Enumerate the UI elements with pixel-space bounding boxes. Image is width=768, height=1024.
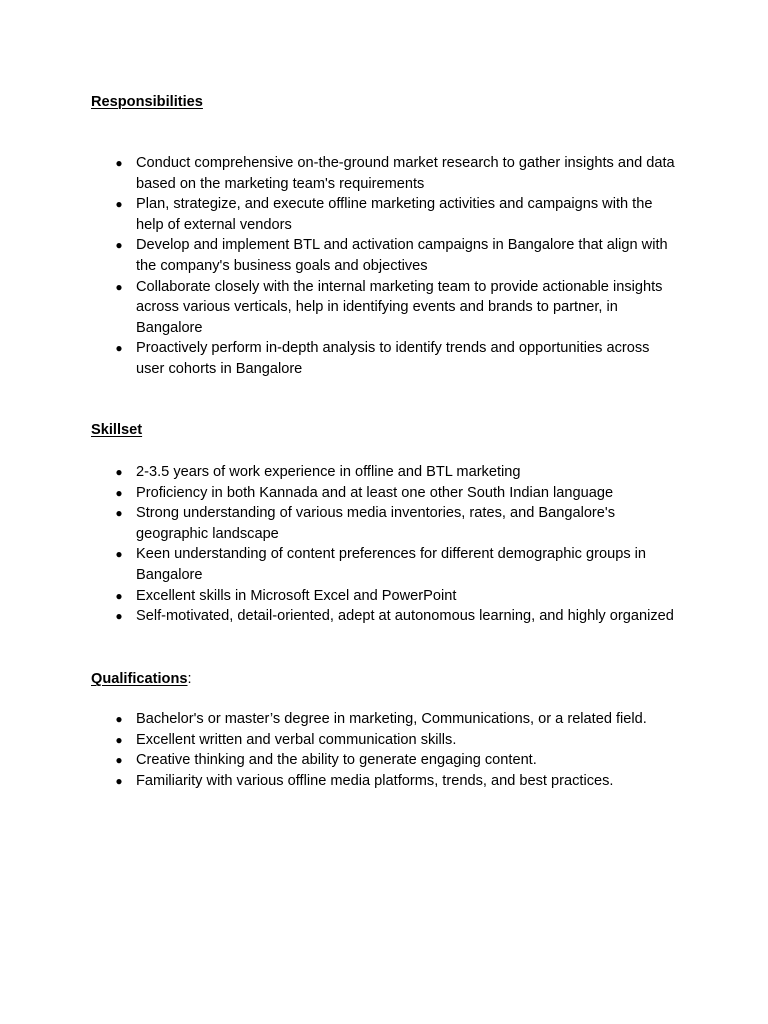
list-item: ● Familiarity with various offline media platforms, trends, and best practices. <box>0 771 676 792</box>
skillset-heading: Skillset <box>91 422 143 438</box>
bullet-icon: ● <box>115 753 123 768</box>
qualifications-heading: Qualifications: <box>91 671 192 687</box>
list-item: ● Excellent written and verbal communication skills. <box>0 730 676 751</box>
list-item: ● Proactively perform in-depth analysis to identify trends and opportunities across user cohorts in Bangalore <box>0 338 676 379</box>
bullet-icon: ● <box>115 197 123 212</box>
skillset-list <box>0 462 768 627</box>
bullet-icon: ● <box>115 485 123 500</box>
bullet-icon: ● <box>115 547 123 562</box>
list-item: ● Strong understanding of various media inventories, rates, and Bangalore's geographic landscape <box>0 503 676 544</box>
list-item: ● Keen understanding of content preferences for different demographic groups in Bangalore <box>0 544 676 585</box>
bullet-icon: ● <box>115 465 123 479</box>
qualifications-list <box>0 709 768 791</box>
bullet-icon: ● <box>115 773 123 788</box>
bullet-icon: ● <box>115 712 123 726</box>
list-item: ● Self-motivated, detail-oriented, adept at autonomous learning, and highly organized <box>0 606 676 627</box>
bullet-icon: ● <box>115 156 123 170</box>
list-item: ● Creative thinking and the ability to generate engaging content. <box>0 750 676 771</box>
list-item: ● 2-3.5 years of work experience in offline and BTL marketing <box>0 462 676 483</box>
list-item: ● Proficiency in both Kannada and at least one other South Indian language <box>0 483 676 504</box>
bullet-icon: ● <box>115 609 123 624</box>
list-item: ● Collaborate closely with the internal marketing team to provide actionable insights across various verticals, help in identifying events and brands to partner, in Bangalore <box>0 277 676 339</box>
bullet-icon: ● <box>115 279 123 294</box>
list-item: ● Excellent skills in Microsoft Excel and PowerPoint <box>0 586 676 607</box>
bullet-icon: ● <box>115 506 123 521</box>
list-item: ● Plan, strategize, and execute offline marketing activities and campaigns with the help of external vendors <box>0 194 676 235</box>
list-item: ● Develop and implement BTL and activation campaigns in Bangalore that align with the company's business goals and objectives <box>0 235 676 276</box>
responsibilities-heading: Responsibilities <box>91 94 203 110</box>
list-item: ● Conduct comprehensive on-the-ground market research to gather insights and data based on the marketing team's requirements <box>0 153 676 194</box>
responsibilities-list <box>0 153 768 380</box>
bullet-icon: ● <box>115 732 123 747</box>
bullet-icon: ● <box>115 238 123 253</box>
list-item: ● Bachelor's or master’s degree in marketing, Communications, or a related field. <box>0 709 676 730</box>
bullet-icon: ● <box>115 588 123 603</box>
bullet-icon: ● <box>115 341 123 356</box>
